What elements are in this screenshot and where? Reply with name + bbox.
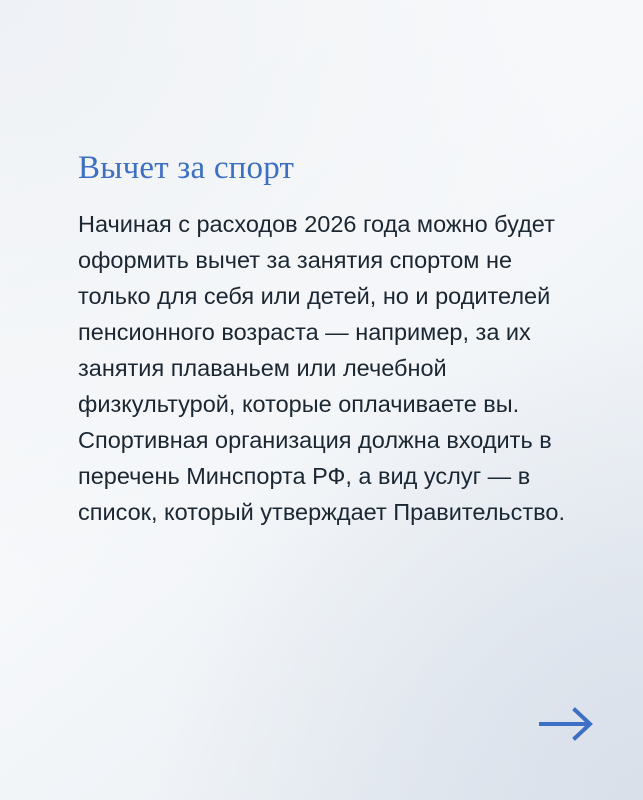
- body-text: Начиная с расходов 2026 года можно будет оформить вычет за занятия спортом не только для себя или детей, но и родителей пенсионного возраста — например, за их занятия плаваньем или лечебной физкультурой, которые оплачиваете вы. Спортивная организация должна входить в перечень Минспорта РФ, а вид услуг — в список, который утверждает Правительство.: [78, 211, 565, 525]
- next-button[interactable]: [535, 702, 599, 746]
- slide-content: [78, 148, 583, 530]
- arrow-right-icon: [539, 707, 595, 741]
- page-title: Вычет за спорт: [78, 150, 295, 186]
